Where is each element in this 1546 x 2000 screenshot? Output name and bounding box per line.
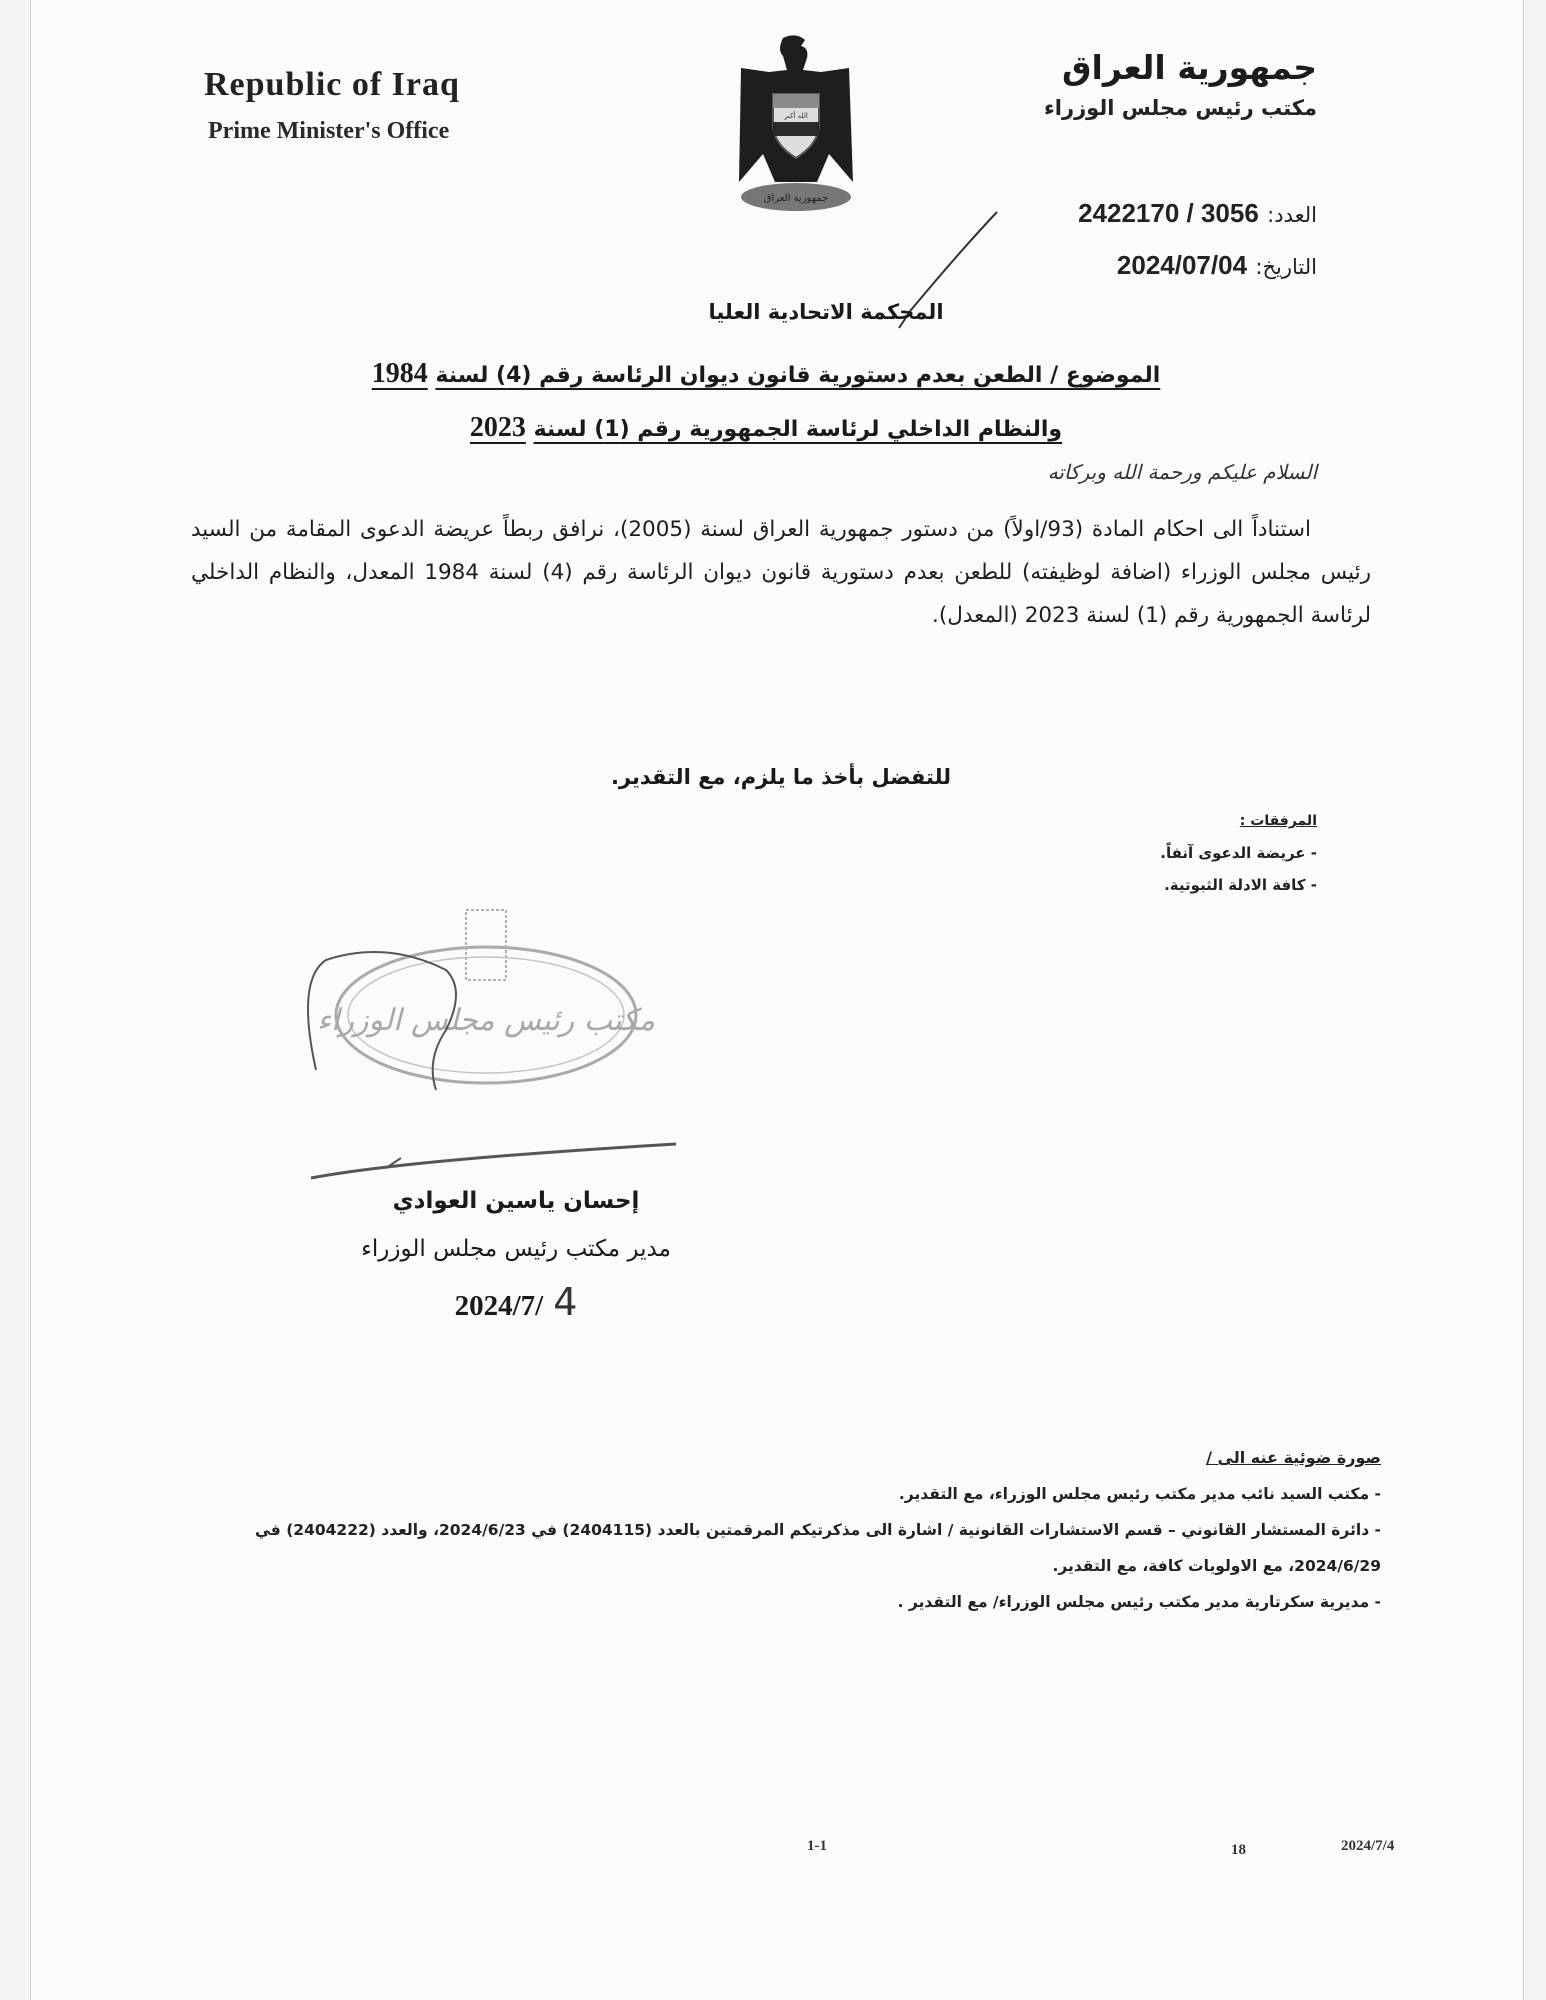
copy-recipient: - مكتب السيد نائب مدير مكتب رئيس مجلس الوزراء، مع التقدير.	[898, 1485, 1381, 1503]
attachment-item: - عريضة الدعوى آنفاً.	[1160, 844, 1317, 862]
subject-line-1: الموضوع / الطعن بعدم دستورية قانون ديوان الرئاسة رقم (4) لسنة	[435, 363, 1161, 388]
reference-label: العدد:	[1267, 203, 1317, 227]
emblem-scroll-text: جمهورية العراق	[763, 193, 829, 204]
english-letterhead-subtitle: Prime Minister's Office	[208, 118, 450, 144]
arabic-letterhead-subtitle: مكتب رئيس مجلس الوزراء	[1044, 96, 1317, 120]
signer-date	[281, 1280, 751, 1324]
footer-code: 1-1	[807, 1838, 827, 1854]
copies-heading: صورة ضوئية عنه الى /	[1206, 1448, 1381, 1467]
copy-recipient: - مديرية سكرتارية مدير مكتب رئيس مجلس الوزراء/ مع التقدير .	[897, 1593, 1381, 1611]
date-row	[1117, 250, 1317, 281]
document-page	[30, 0, 1524, 2000]
subject-block	[351, 348, 1181, 456]
greeting: السلام عليكم ورحمة الله وبركاته	[1047, 460, 1317, 484]
footer-date: 2024/7/4	[1341, 1838, 1395, 1854]
subject-year-1: 1984	[371, 358, 428, 389]
signer-title: مدير مكتب رئيس مجلس الوزراء	[361, 1236, 671, 1262]
svg-text:الله أكبر: الله أكبر	[784, 112, 808, 120]
date-label: التاريخ:	[1255, 255, 1317, 279]
english-letterhead-title: Republic of Iraq	[204, 66, 460, 103]
closing-line: للتفضل بأخذ ما يلزم، مع التقدير.	[610, 765, 952, 789]
footer-number: 18	[1231, 1842, 1246, 1858]
office-seal-stamp-icon	[296, 890, 656, 1090]
signer-name: إحسان ياسين العوادي	[392, 1188, 640, 1214]
date-value: 2024/07/04	[1116, 250, 1248, 280]
attachments-heading: المرفقات :	[1239, 813, 1317, 829]
reference-value: 2422170 / 3056	[1078, 198, 1259, 228]
eagle-emblem-icon	[721, 32, 871, 217]
addressee: المحكمة الاتحادية العليا	[708, 300, 944, 324]
attachment-item: - كافة الادلة الثبوتية.	[1164, 876, 1317, 894]
signer-block	[281, 1188, 751, 1324]
attachments-block	[1160, 805, 1317, 901]
arabic-letterhead-title: جمهورية العراق	[1062, 48, 1317, 87]
copies-block	[206, 1440, 1381, 1620]
copy-recipient: - دائرة المستشار القانوني – قسم الاستشارات القانونية / اشارة الى مذكرتيكم المرقمتين بالعدد (2404115) في 2024/6/23، والعدد (2404222) في 2024/6/29، مع الاولويات كافة، مع التقدير.	[254, 1521, 1381, 1575]
stamp-text: مكتب رئيس مجلس الوزراء	[317, 1003, 655, 1038]
signer-date-printed: 2024/7/	[454, 1290, 544, 1322]
subject-line-2: والنظام الداخلي لرئاسة الجمهورية رقم (1) لسنة	[533, 417, 1063, 442]
reference-number-row	[1078, 198, 1317, 229]
signer-date-handwritten: 4	[553, 1280, 578, 1324]
body-paragraph: استناداً الى احكام المادة (93/اولاً) من دستور جمهورية العراق لسنة (2005)، نرافق ربطاً عريضة الدعوى المقامة من السيد رئيس مجلس الوزراء (اضافة لوظيفته) للطعن بعدم دستورية قانون ديوان الرئاسة رقم (4) لسنة 1984 المعدل، والنظام الداخلي لرئاسة الجمهورية رقم (1) لسنة 2023 (المعدل).	[191, 517, 1371, 628]
signature-stroke-icon	[306, 1140, 681, 1180]
subject-year-2: 2023	[469, 412, 526, 443]
